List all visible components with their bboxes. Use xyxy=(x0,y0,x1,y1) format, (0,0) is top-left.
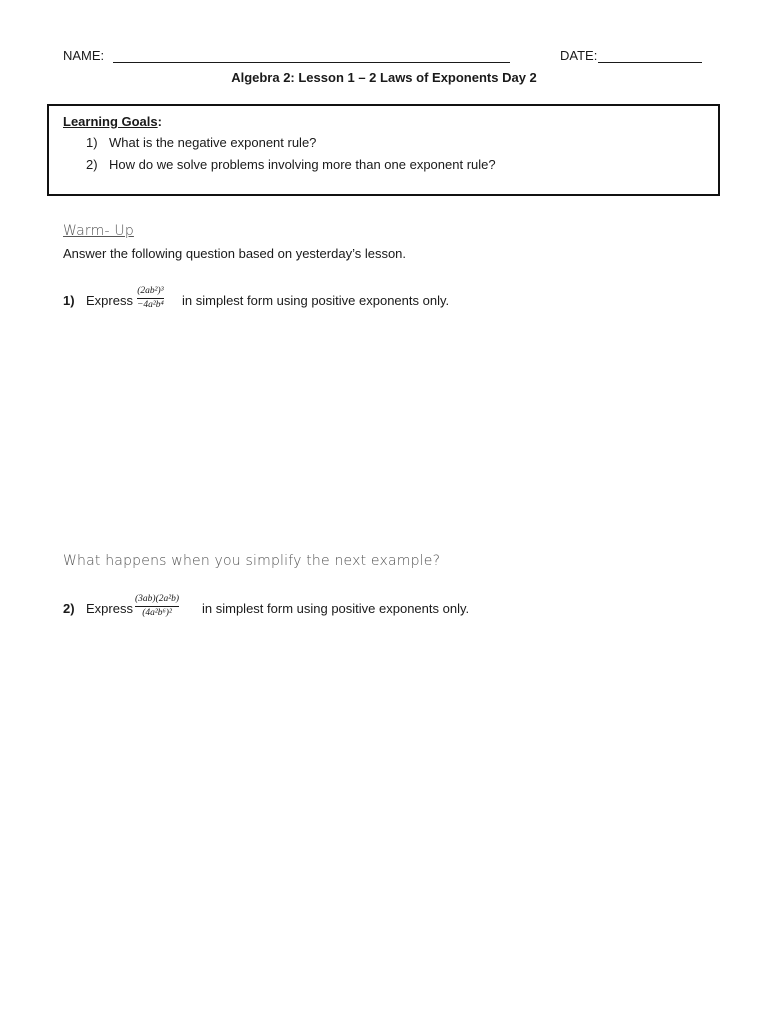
problem-2-instruction: in simplest form using positive exponents only. xyxy=(202,601,470,616)
problem-2-numerator: (3ab)(2a²b) xyxy=(135,594,180,604)
warmup-heading: Warm- Up xyxy=(63,223,134,239)
problem-1-fraction xyxy=(137,286,164,311)
learning-goals-heading: Learning Goals: xyxy=(63,114,162,129)
problem-1-number: 1) xyxy=(63,293,75,308)
fraction-bar xyxy=(135,606,179,607)
problem-2-lead: Express xyxy=(86,601,133,616)
goal-2-text: How do we solve problems involving more than one exponent rule? xyxy=(109,157,496,172)
goal-2-number: 2) xyxy=(86,157,98,172)
problem-1-lead: Express xyxy=(86,293,133,308)
name-label: NAME: xyxy=(63,48,105,63)
problem-2-denominator: (4a²b⁶)² xyxy=(142,608,172,618)
problem-1-instruction: in simplest form using positive exponents only. xyxy=(182,293,450,308)
problem-2-fraction xyxy=(135,594,179,619)
goal-1-text: What is the negative exponent rule? xyxy=(109,135,317,150)
fraction-bar xyxy=(137,298,164,299)
name-field-line[interactable] xyxy=(113,62,510,63)
problem-1-numerator: (2ab²)³ xyxy=(137,286,164,296)
lesson-title: Algebra 2: Lesson 1 – 2 Laws of Exponents Day 2 xyxy=(231,70,537,85)
problem-1-denominator: −4a²b⁴ xyxy=(137,300,164,310)
problem-2-number: 2) xyxy=(63,601,75,616)
warmup-instruction: Answer the following question based on yesterday’s lesson. xyxy=(63,246,407,261)
goal-1-number: 1) xyxy=(86,135,98,150)
example-prompt: What happens when you simplify the next example? xyxy=(63,553,441,569)
date-field-line[interactable] xyxy=(598,62,702,63)
date-label: DATE: xyxy=(560,48,598,63)
